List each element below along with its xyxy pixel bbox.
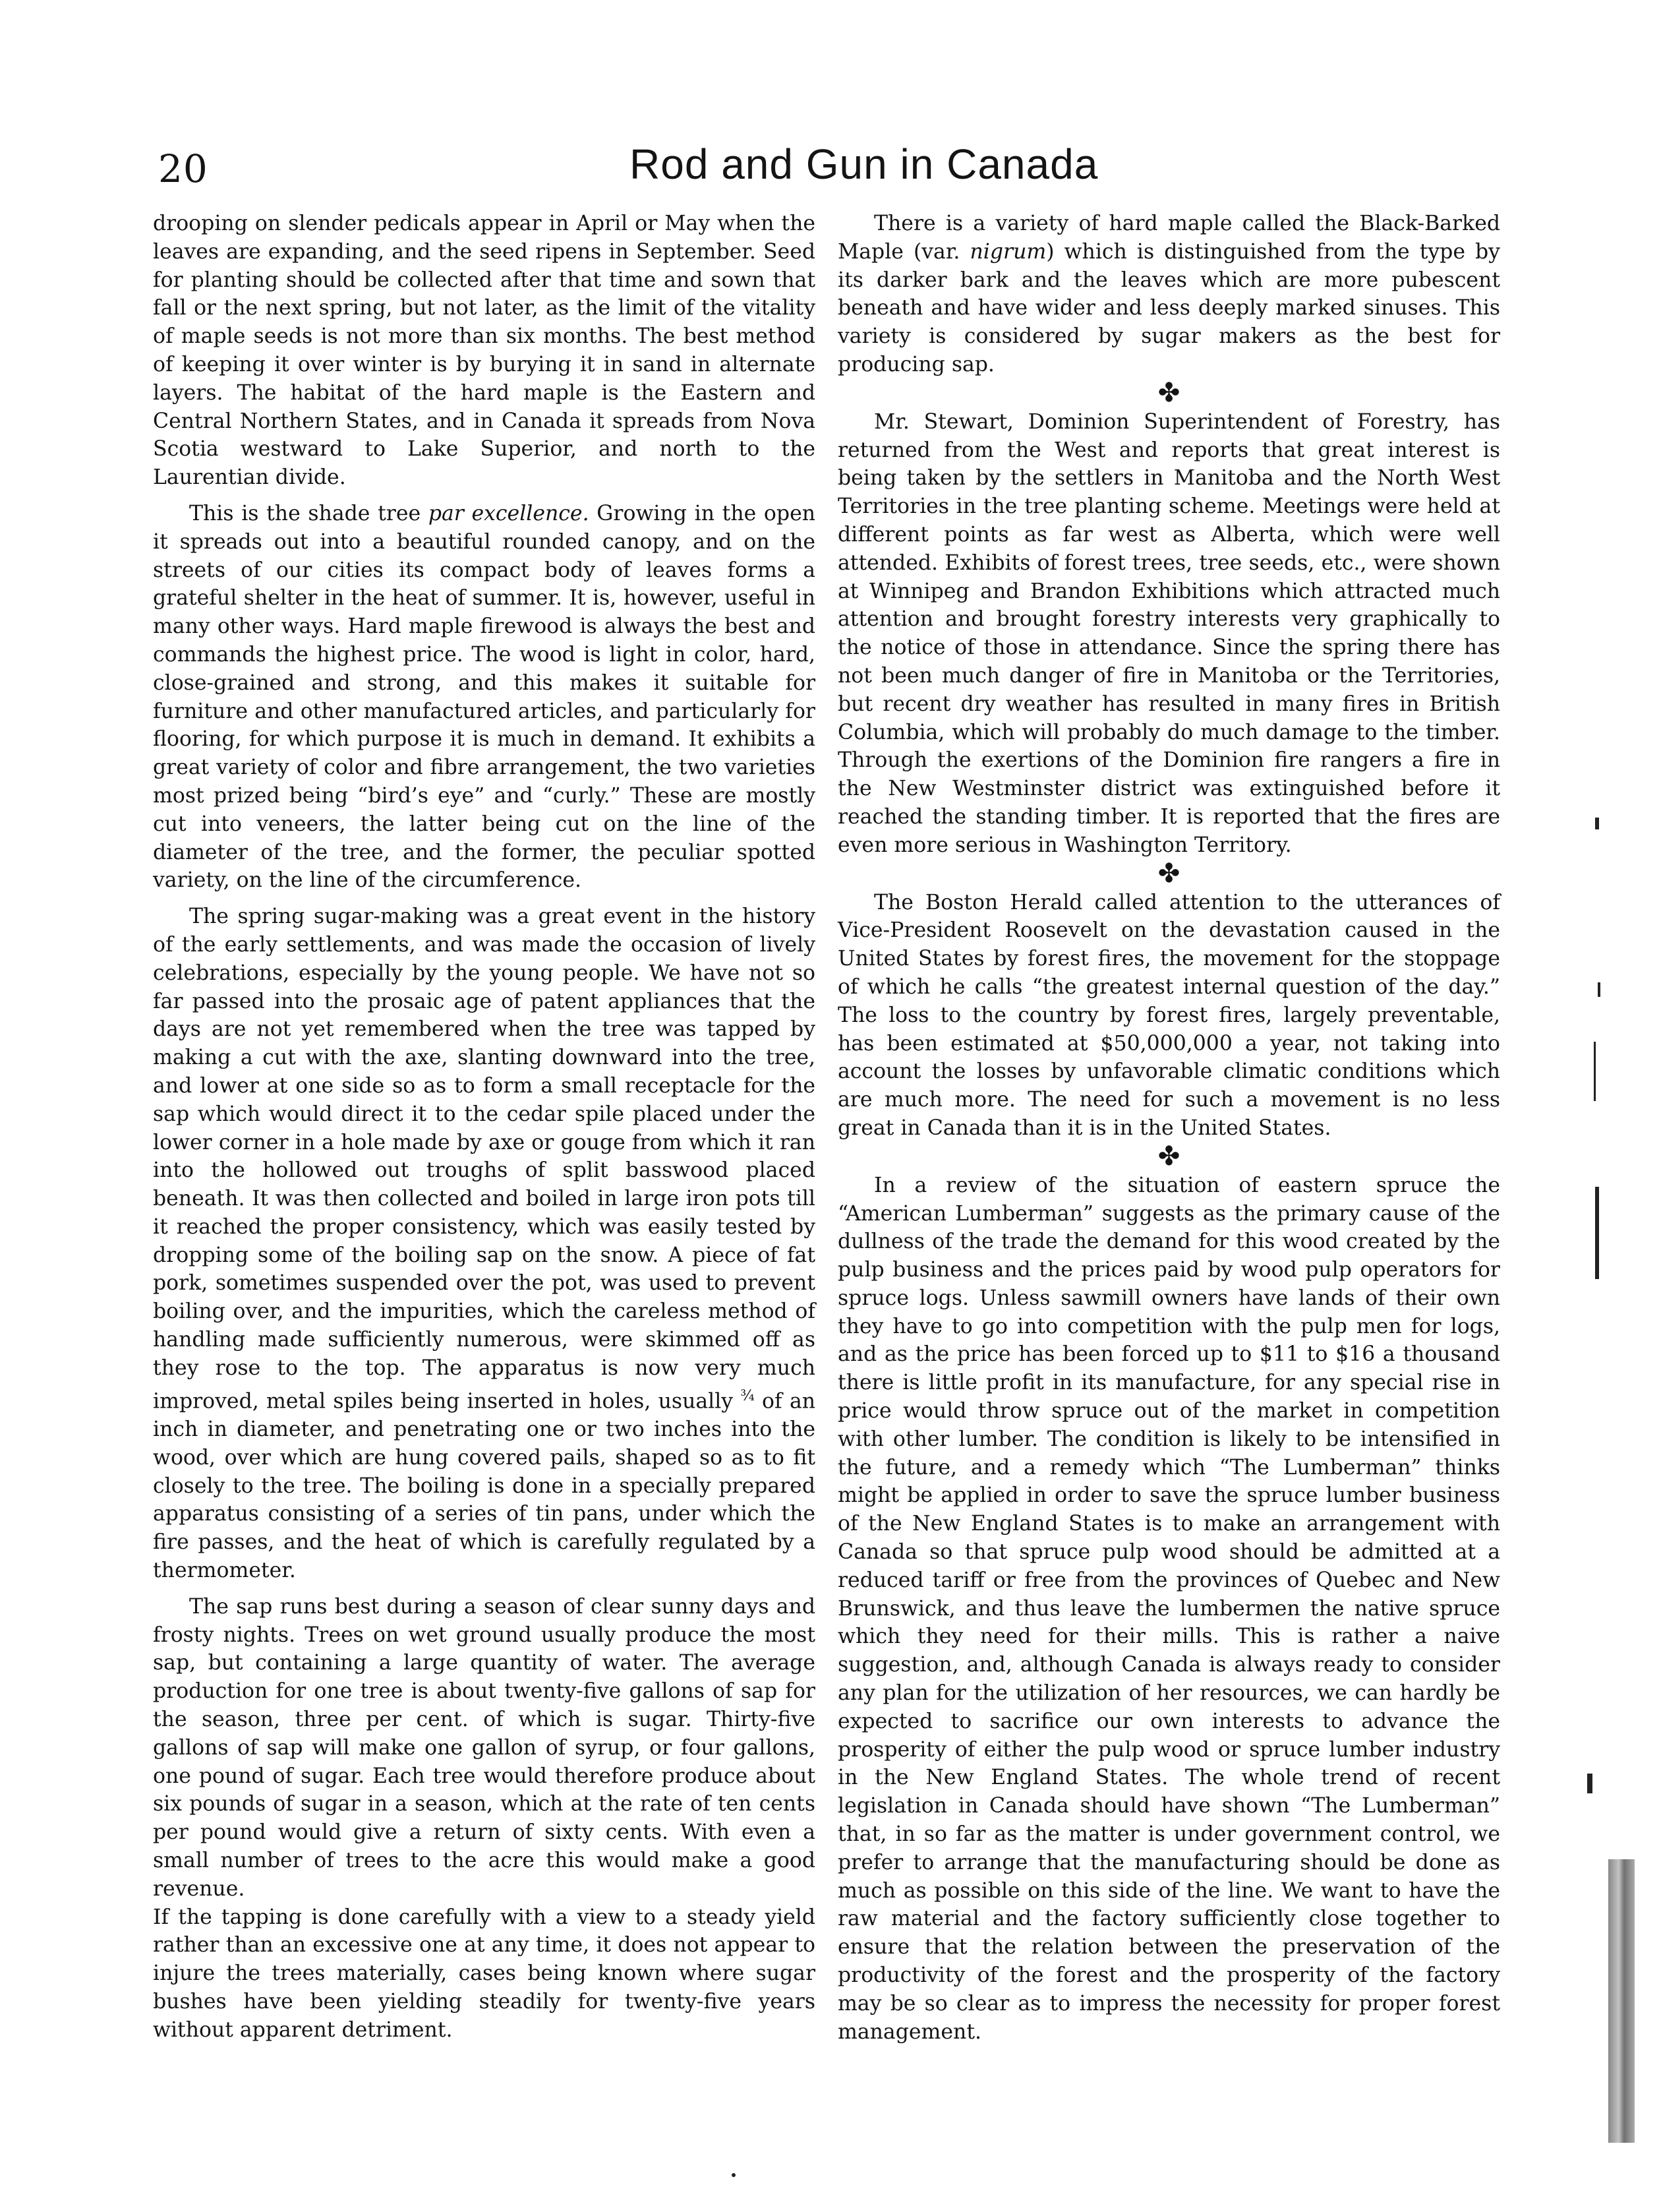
paragraph bbox=[153, 903, 815, 1585]
scan-artifact bbox=[1595, 818, 1599, 829]
right-column bbox=[838, 210, 1500, 2046]
italic-phrase: par excellence. bbox=[428, 501, 589, 525]
scan-artifact bbox=[1608, 1859, 1635, 2143]
text-run: There is a variety of hard maple called the Black-Barked Maple (var. bbox=[838, 212, 1500, 264]
paragraph: Mr. Stewart, Dominion Superintendent of Forestry, has returned from the West and reports that great interest is being taken by the settlers in Manitoba and the North West Territories in the tree planting scheme. Meetings were held at different points as far west as Alberta, which were well attended. Exhibits of forest trees, tree seeds, etc., were shown at Winnipeg and Brandon Exhibitions which attracted much attention and brought forestry interests very graphically to the notice of those in attendance. Since the spring there has not been much danger of fire in Manitoba or the Territories, but recent dry weather has resulted in many fires in British Columbia, which will probably do much damage to the timber. Through the exertions of the Dominion fire rangers a fire in the New Westminster district was extinguished before it reached the standing timber. It is reported that the fires are even more serious in Washington Territory. bbox=[838, 409, 1500, 857]
scan-artifact bbox=[1587, 1774, 1592, 1793]
text-run: ) which is distinguished from the type by its darker bark and the leaves which are more pubescent beneath and have wider and less deeply marked sinuses. This variety is considered by sugar makers as the best for producing sap. bbox=[838, 239, 1500, 376]
paragraph: In a review of the situation of eastern spruce the “American Lumberman” suggests as the primary cause of the dullness of the trade the demand for this wood created by the pulp business and the prices paid by wood pulp operators for spruce logs. Unless sawmill owners have lands of their own they have to go into competition with the pulp men for logs, and as the price has been forced up to $11 to $16 a thousand there is little profit in its manufacture, for any special rise in price would throw spruce out of the market in competition with other lumber. The condition is likely to be intensified in the future, and a remedy which “The Lumberman” thinks might be applied in order to save the spruce lumber business of the New England States is to make an arrangement with Canada so that spruce pulp wood should be admitted at a reduced tariff or free from the provinces of Quebec and New Brunswick, and thus leave the lumbermen the native spruce which they need for their mills. This is rather a naive suggestion, and, although Canada is always ready to consider any plan for the utilization of her resources, we can hardly be expected to sacrifice our own interests to advance the prosperity of either the pulp wood or spruce lumber industry in the New England States. The whole trend of recent legislation in Canada should have shown “The Lumberman” that, in so far as the matter is under government control, we prefer to arrange that the manufacturing should be done as much as possible on this side of the line. We want to have the raw material and the factory sufficiently close together to ensure that the relation between the preservation of the productivity of the forest and the prosperity of the factory may be so clear as to impress the necessity for proper forest management. bbox=[838, 1173, 1500, 2044]
section-separator-ornament: ✤ bbox=[1157, 858, 1180, 889]
left-column bbox=[153, 210, 815, 2045]
italic-phrase: nigrum bbox=[970, 239, 1047, 264]
paragraph bbox=[153, 500, 815, 895]
text-run: Growing in the open it spreads out into a beautiful rounded canopy, and on the streets of our cities its compact body of leaves forms a grateful shelter in the heat of summer. It is, however, useful in many other ways. Hard maple firewood is always the best and commands the highest price. The wood is light in color, hard, close-grained and strong, and this makes it suitable for furniture and other manufactured articles, and particularly for flooring, for which purpose it is much in demand. It exhibits a great variety of color and fibre arrangement, the two varieties most prized being “bird’s eye” and “curly.” These are mostly cut into veneers, the latter being cut on the line of the diameter of the tree, and the former, the peculiar spotted variety, on the line of the circumference. bbox=[153, 501, 815, 893]
paragraph: drooping on slender pedicals appear in April or May when the leaves are expanding, and the seed ripens in September. Seed for planting should be collected after that time and sown that fall or the next spring, but not later, as the limit of the vitality of maple seeds is not more than six months. The best method of keeping it over winter is by burying it in sand in alternate layers. The habitat of the hard maple is the Eastern and Central Northern States, and in Canada it spreads from Nova Scotia westward to Lake Superior, and north to the Laurentian divide. bbox=[153, 212, 815, 490]
text-run: of an inch in diameter, and penetrating one or two inches into the wood, over which are hung covered pails, shaped so as to fit closely to the tree. The boiling is done in a specially prepared apparatus consisting of a series of tin pans, under which the fire passes, and the heat of which is carefully regulated by a thermometer. bbox=[153, 1389, 816, 1582]
section-separator-ornament: ✤ bbox=[1157, 377, 1180, 408]
section-separator-ornament: ✤ bbox=[1157, 1141, 1180, 1172]
fraction: ¾ bbox=[740, 1387, 755, 1404]
text-run: The spring sugar-making was a great event in the history of the early settlements, and was made the occasion of lively celebrations, especially by the young people. We have not so far passed into the prosaic age of patent appliances that the days are not yet remembered when the tree was tapped by making a cut with the axe, slanting downward into the tree, and lower at one side so as to form a small receptacle for the sap which would direct it to the cedar spile placed under the lower corner in a hole made by axe or gouge from which it ran into the hollowed out troughs of split basswood placed beneath. It was then collected and boiled in large iron pots till it reached the proper consistency, which was easily tested by dropping some of the boiling sap on the snow. A piece of fat pork, sometimes suspended over the pot, was used to prevent boiling over, and the impurities, which the careless method of handling made sufficiently numerous, were skimmed off as they rose to the top. The apparatus is now very much improved, metal spiles being inserted in holes, usually bbox=[153, 905, 815, 1414]
running-head-title: Rod and Gun in Canada bbox=[629, 140, 1099, 188]
scan-artifact bbox=[1594, 1042, 1596, 1101]
scan-artifact bbox=[1598, 982, 1600, 997]
scan-artifact bbox=[732, 2173, 736, 2177]
paragraph: The Boston Herald called attention to the utterances of Vice-President Roosevelt on the devastation caused in the United States by forest fires, the movement for the stoppage of which he calls “the greatest internal question of the day.” The loss to the country by forest fires, largely preventable, has been estimated at $50,000,000 a year, not taking into account the losses by unfavorable climatic conditions which are much more. The need for such a movement is no less great in Canada than it is in the United States. bbox=[838, 890, 1500, 1140]
paragraph: The sap runs best during a season of clear sunny days and frosty nights. Trees on wet ground usually produce the most sap, but containing a large quantity of water. The average production for one tree is about twenty-five gallons of sap for the season, three per cent. of which is sugar. Thirty-five gallons of sap will make one gallon of syrup, or four gallons, one pound of sugar. Each tree would therefore produce about six pounds of sugar in a season, which at the rate of ten cents per pound would give a return of sixty cents. With even a small number of trees to the acre this would make a good revenue. bbox=[153, 1594, 815, 1901]
paragraph bbox=[838, 210, 1500, 379]
paragraph: If the tapping is done carefully with a view to a steady yield rather than an excessive one at any time, it does not appear to injure the trees materially, cases being known where sugar bushes have been yielding steadily for twenty-five years without apparent detriment. bbox=[153, 1905, 815, 2042]
text-run: This is the shade tree bbox=[189, 501, 428, 525]
page-number: 20 bbox=[158, 146, 208, 191]
scan-artifact bbox=[1595, 1187, 1599, 1279]
